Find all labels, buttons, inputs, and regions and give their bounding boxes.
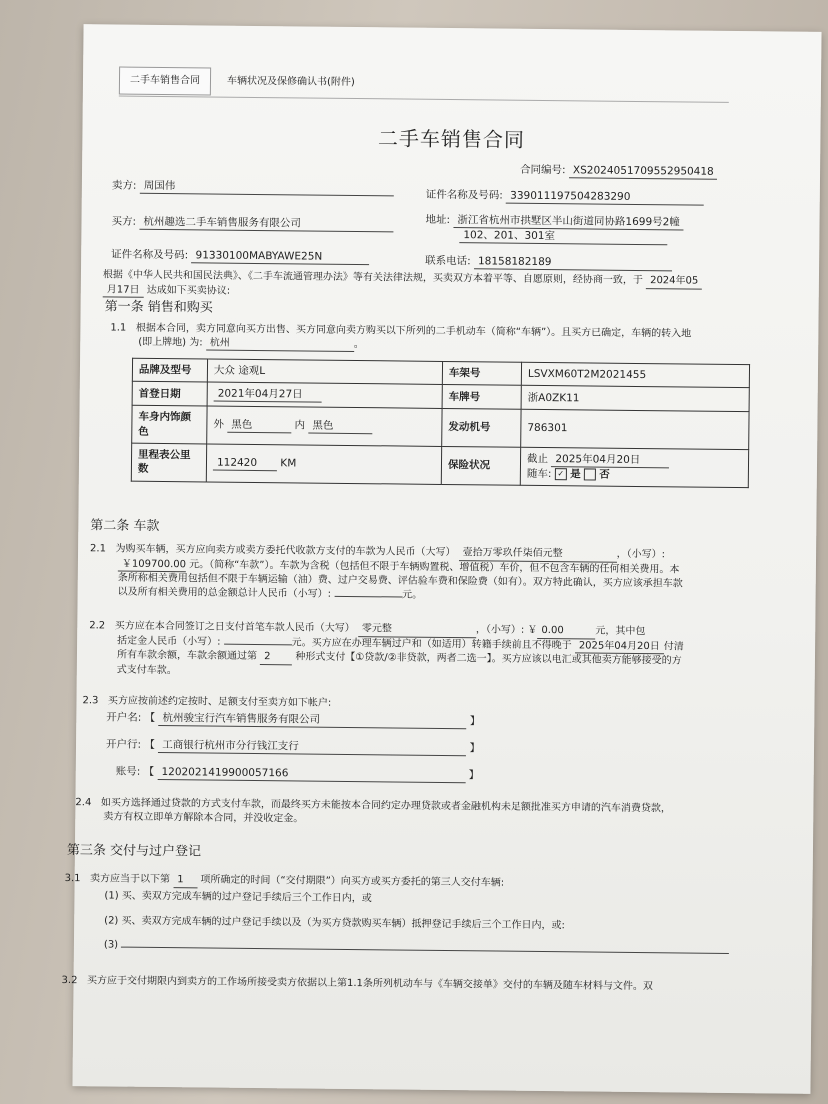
clause-2-3-num: 2.3: [82, 695, 99, 707]
mileage-label: 里程表公里数: [131, 443, 206, 482]
interior-color: 黑色: [308, 418, 372, 434]
mileage-cell: [206, 444, 441, 485]
article3-title: 第三条 交付与过户登记: [66, 843, 202, 860]
article2-title: 第二条 车款: [90, 518, 160, 534]
clause-2-2-text-d: 括定金人民币（小写）:: [117, 635, 221, 648]
buyer-label: 买方:: [111, 215, 137, 228]
buyer-phone-label: 联系电话:: [425, 254, 471, 268]
clause-2-1-text-e: 以及所有相关费用的总金额总计人民币（小写）:: [117, 586, 332, 600]
clause-2-2-text-i: 式支付车款。: [116, 664, 177, 676]
bank-account-name-row: [106, 710, 480, 729]
insurance-label: 保险状况: [441, 446, 520, 485]
yes-label: 是: [570, 468, 581, 481]
clause-2-2-text-e: 元。买方应在办理车辆过户和（如适用）转籍手续前且不得晚于: [291, 636, 572, 651]
reg-date-cell: [207, 382, 442, 409]
price-words: 壹拾万零玖仟柒佰元整: [459, 546, 617, 562]
clause-1-1-num: 1.1: [110, 322, 127, 334]
preamble-text: 根据《中华人民共和国民法典》、《二手车流通管理办法》等有关法律法规，买卖双方本着平等、自愿原则，经协商一致，于: [102, 269, 643, 287]
clause-2-2: [89, 619, 750, 683]
bracket-open: 【: [144, 711, 156, 724]
reg-date-label: 首登日期: [132, 381, 207, 406]
table-row: [131, 443, 748, 488]
clause-3-2: [61, 974, 751, 995]
clause-2-4-text-a: 如买方选择通过贷款的方式支付车款，而最终买方未能按本合同约定办理贷款或者金融机构未足额批准买方申请的汽车消费贷款，: [100, 797, 671, 815]
color-cell: [207, 406, 442, 446]
clause-3-2-num: 3.2: [61, 974, 78, 987]
contract-no-label: 合同编号:: [520, 163, 566, 177]
clause-2-4: [75, 796, 755, 830]
seller-name: 周国伟: [140, 179, 394, 197]
delivery-option: 1: [173, 873, 197, 888]
bank-label: 开户行:: [105, 738, 142, 751]
vin-value: LSVXM60T2M2021455: [521, 362, 749, 388]
clause-2-3-text: 买方应按前述约定按时、足额支付至卖方如下帐户:: [107, 695, 332, 709]
bank-row: [106, 737, 480, 756]
buyer-address-line1: 浙江省杭州市拱墅区半山街道同协路1699号2幢: [453, 213, 684, 231]
header-divider: [119, 96, 729, 103]
clause-2-2-text-g: 所有车款余额，车款余额通过第: [116, 649, 258, 663]
clause-2-1-text-d: 条所称相关费用包括但不限于车辆运输（油）费、过户交易费、评估验车费和保险费（如有）。双方特此确认，买方应该承担车款: [117, 572, 683, 590]
buyer-address-line2: 102、201、301室: [459, 228, 667, 245]
bracket-close: 】: [469, 715, 481, 728]
engine-label: 发动机号: [442, 409, 521, 447]
preamble-tail: 达成如下买卖协议:: [146, 284, 231, 297]
final-payment-date: 2025年04月20日: [575, 639, 664, 654]
insurance-prefix: 截止: [526, 452, 549, 465]
bracket-close: 】: [469, 742, 481, 755]
brand-label: 品牌及型号: [132, 358, 207, 382]
clause-2-2-text-b: ，（小写）: ￥: [475, 624, 538, 636]
insurance-date: 2025年04月20日: [551, 452, 669, 468]
buyer-phone-row: [425, 254, 672, 272]
seller-row: [112, 178, 394, 196]
clause-2-2-text-c: 元，其中包: [595, 625, 646, 638]
insurance-cell: [520, 447, 748, 488]
header-tabs: [119, 67, 365, 97]
clause-1-1-text2: (即上牌地) 为:: [138, 336, 203, 348]
buyer-id-value: 91330100MABYAWE25N: [191, 248, 369, 265]
vin-label: 车架号: [442, 361, 521, 385]
clause-3-1-num: 3.1: [64, 873, 81, 885]
delivery-option-1: (1) 买、卖双方完成车辆的过户登记手续后三个工作日内，或: [104, 890, 372, 905]
plate-value: 浙A0ZK11: [521, 385, 749, 412]
bank-account-name: 杭州骏宝行汽车销售服务有限公司: [158, 711, 466, 729]
mileage-value: 112420: [213, 455, 277, 471]
seller-id-value: 339011197504283290: [506, 189, 704, 206]
buyer-row: [111, 214, 393, 232]
first-payment-amount: 0.00: [537, 624, 595, 639]
preamble-date-day: 月17日: [103, 283, 144, 298]
bank-account-number: 1202021419900057166: [157, 765, 465, 783]
clause-2-4-num: 2.4: [75, 797, 92, 809]
transfer-city: 杭州: [206, 336, 354, 352]
no-label: 否: [599, 468, 610, 481]
clause-2-4-text-b: 卖方有权立即单方解除本合同，并没收定金。: [103, 810, 304, 825]
page-title: 二手车销售合同: [377, 126, 526, 152]
delivery-option-2: (2) 买、卖双方完成车辆的过户登记手续以及（为买方贷款购买车辆）抵押登记手续后三个工作日内，或:: [104, 915, 565, 932]
clause-2-1-text-c: 元。（简称“车款”）。车款为含税（包括但不限于车辆购置税、增值税）车价，但不包含车辆的任何相关费用。本: [189, 558, 680, 575]
clause-2-2-text-f: 付清: [663, 640, 684, 652]
bracket-close: 】: [468, 769, 480, 782]
bank-name: 工商银行杭州市分行钱江支行: [158, 738, 466, 756]
tab-appendix: 车辆状况及保修确认书(附件): [226, 75, 355, 89]
clause-2-1-text-f: 元。: [402, 589, 423, 601]
color-label: 车身内饰颜色: [132, 406, 207, 444]
delivery-option-3: [104, 938, 754, 958]
buyer-phone-value: 18158182189: [474, 254, 672, 271]
clause-2-1-text-a: 为购买车辆，买方应向卖方或卖方委托代收款方支付的车款为人民币（大写）: [115, 543, 456, 559]
clause-2-1: [90, 542, 751, 605]
first-payment-words: 零元整: [358, 622, 476, 638]
delivery-option-3-num: (3): [103, 939, 119, 951]
buyer-name: 杭州趣选二手车销售服务有限公司: [139, 215, 393, 233]
contract-no-value: XS2024051709552950418: [569, 163, 717, 180]
no-checkbox: [584, 468, 596, 480]
seller-id-row: [426, 188, 705, 206]
clause-3-1-text-b: 项所确定的时间（“交付期限”）向买方或买方委托的第三人交付车辆:: [200, 874, 505, 889]
mileage-unit: KM: [280, 457, 297, 470]
interior-prefix: 内: [294, 419, 306, 432]
bank-account-name-label: 开户名:: [106, 711, 142, 724]
price-amount: ￥109700.00: [118, 557, 186, 572]
seller-id-label: 证件名称及号码:: [425, 188, 503, 202]
yes-checkbox-checked: ✓: [555, 468, 567, 480]
buyer-id-row: [111, 247, 370, 265]
bank-account-row: [116, 765, 480, 784]
vehicle-table: [131, 358, 750, 488]
clause-2-2-text-a: 买方应在本合同签订之日支付首笔车款人民币（大写）: [114, 620, 355, 635]
payment-method: 2: [260, 650, 292, 665]
clause-2-1-num: 2.1: [90, 543, 107, 555]
clause-3-1-text-a: 卖方应当于以下第: [90, 873, 171, 886]
article1-title: 第一条 销售和购买: [104, 299, 213, 316]
clause-3-2-text: 买方应于交付期限内到卖方的工作场所接受卖方依据以上第1.1条所列机动车与《车辆交接单》交付的车辆及随车材料与文件。双: [86, 975, 653, 993]
exterior-color: 黑色: [227, 418, 291, 434]
clause-2-2-num: 2.2: [89, 620, 106, 632]
bracket-open: 【: [143, 765, 155, 778]
article1-clause: 1.1 根据本合同，卖方同意向买方出售、买方同意向卖方购买以下所列的二手机动车（简称“车辆”）。且买方已确定，车辆的转入地 (即上牌地) 为: 杭州 。: [110, 321, 750, 356]
contract-page: [61, 24, 821, 1094]
brand-value: 大众 途观L: [207, 359, 442, 385]
engine-value: 786301: [521, 410, 749, 450]
with-car-label: 随车:: [526, 467, 552, 480]
clause-2-2-text-h: 种形式支付【①贷款/②非贷款，两者二选一】。买方应该以电汇或其他卖方能够接受的方: [295, 651, 682, 667]
tab-contract: 二手车销售合同: [119, 67, 211, 95]
bracket-open: 【: [144, 738, 155, 751]
buyer-address-label: 地址:: [425, 213, 451, 227]
buyer-address: [425, 213, 725, 246]
reg-date-value: 2021年04月27日: [214, 387, 322, 403]
preamble-date-year-month: 2024年05: [646, 274, 702, 289]
bank-account-label: 账号:: [115, 765, 141, 778]
plate-label: 车牌号: [442, 385, 521, 410]
table-row: [132, 406, 749, 450]
contract-no: [520, 163, 717, 180]
clause-2-1-text-b: ，（小写）:: [616, 548, 666, 561]
clause-1-1-text: 根据本合同，卖方同意向买方出售、买方同意向卖方购买以下所列的二手机动车（简称“车辆”）。且买方已确定，车辆的转入地: [135, 322, 692, 340]
buyer-id-label: 证件名称及号码:: [111, 248, 189, 262]
exterior-prefix: 外: [213, 418, 224, 431]
seller-label: 卖方:: [111, 179, 137, 192]
